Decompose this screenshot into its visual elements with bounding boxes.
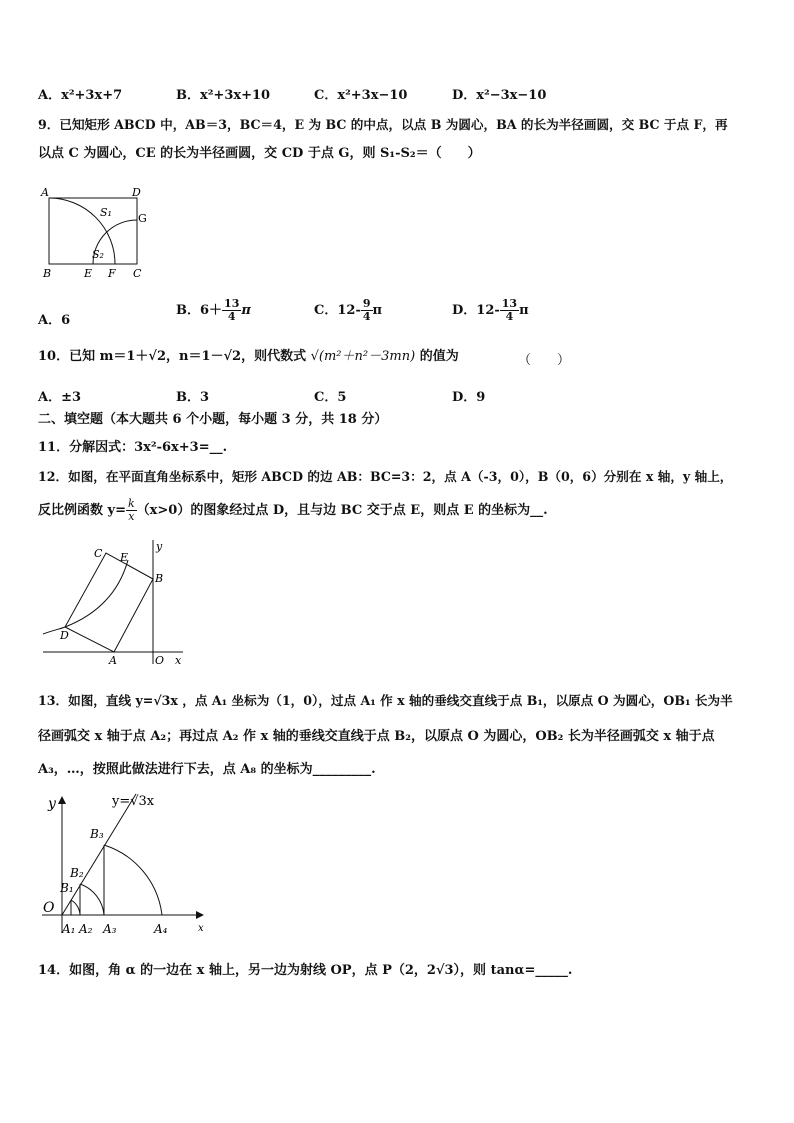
q13-label-b2: B₂ (70, 866, 84, 880)
q13-label-a1: A₁ (62, 922, 76, 936)
q9-label-g: G (138, 212, 147, 225)
q9-label-f: F (108, 267, 116, 280)
q13-label-b1: B₁ (60, 881, 74, 895)
q12-label-a: A (109, 654, 117, 667)
q12-label-x: x (175, 654, 182, 667)
q12-label-b: B (155, 572, 164, 585)
q13-label-a4: A₄ (154, 922, 168, 936)
q9-option-a: A．6 (38, 313, 71, 328)
q13-label-a2: A₂ (79, 922, 93, 936)
q10-option-d: D．9 (452, 390, 486, 405)
q8-option-b: B．x²+3x+10 (176, 88, 271, 103)
q8-option-c: C．x²+3x−10 (314, 88, 408, 103)
q12-label-e: E (120, 551, 129, 564)
q13-label-y: y (48, 796, 56, 812)
q9-label-a: A (41, 186, 49, 199)
q8-option-a: A．x²+3x+7 (38, 88, 123, 103)
q13-stem-line3: A₃，…，按照此做法进行下去，点 A₈ 的坐标为_________. (38, 762, 376, 777)
q14-stem: 14．如图，角 α 的一边在 x 轴上，另一边为射线 OP，点 P（2，2√3），则 tanα=_____. (38, 963, 573, 978)
q13-label-x: x (198, 923, 204, 934)
q9-rectangle-figure (38, 182, 158, 282)
q9-stem-line2: 以点 C 为圆心，CE 的长为半径画圆，交 CD 于点 G，则 S₁-S₂＝（ ） (38, 146, 481, 161)
q10-option-a: A．±3 (38, 390, 82, 405)
q13-stem-line1: 13．如图，直线 y=√3x ，点 A₁ 坐标为（1，0），过点 A₁ 作 x 轴的垂线交直线于点 B₁，以原点 O 为圆心，OB₁ 长为半 (38, 693, 733, 708)
q13-stem-line2: 径画弧交 x 轴于点 A₂；再过点 A₂ 作 x 轴的垂线交直线于点 B₂，以原点 O 为圆心，OB₂ 长为半径画弧交 x 轴于点 (38, 729, 715, 744)
section-fill-in-title: 二、填空题（本大题共 6 个小题，每小题 3 分，共 18 分） (38, 412, 388, 427)
q10-option-b: B．3 (176, 390, 210, 405)
q9-option-c: C．12- $\frac{9}{4}$ π (314, 297, 383, 323)
q10-stem: 10．已知 m＝1＋√2，n＝1－√2，则代数式 √(m²＋n²－3mn) 的值为 (38, 349, 459, 364)
q9-option-d: D．12- $\frac{13}{4}$ π (452, 297, 529, 323)
q10-answer-paren: （ ） (518, 353, 571, 368)
q12-label-y: y (156, 540, 163, 553)
q9-label-s1: S₁ (100, 206, 112, 219)
q11-stem: 11．分解因式：3x²-6x+3=__. (38, 440, 228, 455)
q8-option-d: D．x²−3x−10 (452, 88, 547, 103)
q12-stem-line1: 12．如图，在平面直角坐标系中，矩形 ABCD 的边 AB：BC=3：2，点 A（-3，0），B（0，6）分别在 x 轴，y 轴上， (38, 469, 733, 484)
q13-label-a3: A₃ (103, 922, 117, 936)
q10-option-c: C．5 (314, 390, 347, 405)
q12-label-d: D (60, 629, 69, 642)
q9-label-b: B (43, 267, 52, 280)
q13-arc-figure (38, 788, 218, 938)
q12-coordinate-figure (38, 538, 188, 670)
q9-option-b: B．6＋ $\frac{13}{4}$ π (176, 297, 251, 323)
q13-label-line: y=√3x (112, 794, 155, 809)
q9-label-c: C (133, 267, 142, 280)
q13-label-o: O (43, 900, 55, 916)
q12-stem-line2: 反比例函数 y= $\frac{k}{x}$ （x>0）的图象经过点 D，且与边 BC 交于点 E，则点 E 的坐标为__. (38, 497, 548, 523)
q9-stem-line1: 9．已知矩形 ABCD 中，AB＝3，BC＝4，E 为 BC 的中点，以点 B 为圆心，BA 的长为半径画圆，交 BC 于点 F，再 (38, 117, 728, 132)
q12-label-o: O (155, 654, 165, 667)
q9-label-d: D (132, 186, 141, 199)
q9-label-s2: S₂ (92, 248, 104, 261)
q9-label-e: E (84, 267, 93, 280)
q12-label-c: C (94, 547, 103, 560)
q13-label-b3: B₃ (90, 827, 104, 841)
